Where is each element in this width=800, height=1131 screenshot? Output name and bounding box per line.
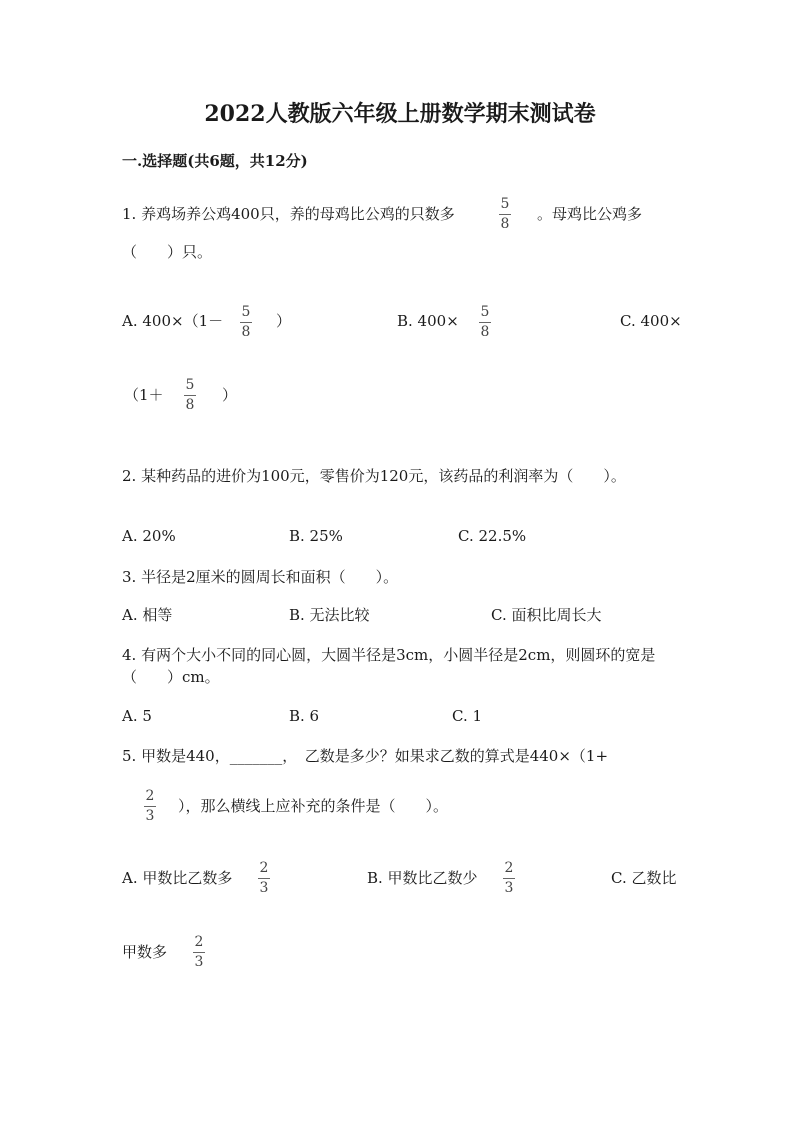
fraction-bar [144, 806, 156, 807]
fraction-denominator: 8 [480, 324, 490, 340]
question-1-blank: （ ）只。 [122, 243, 213, 261]
fraction-bar [499, 214, 511, 215]
option-a: A. 相等 [122, 606, 173, 624]
option-c: C. 400× [620, 312, 682, 330]
option-c: C. 乙数比 [611, 869, 677, 887]
fraction-denominator: 3 [194, 954, 204, 970]
page-title: 2022人教版六年级上册数学期末测试卷 [204, 101, 596, 127]
option-a: A. 5 [122, 707, 152, 725]
fraction-denominator: 3 [145, 808, 155, 824]
question-2-text: 2. 某种药品的进价为100元，零售价为120元，该药品的利润率为（ ）。 [122, 467, 626, 485]
section-heading: 一.选择题(共6题，共12分) [122, 152, 308, 170]
fraction [258, 861, 270, 896]
option-b: B. 6 [289, 707, 320, 725]
option-a: A. 400×（1－ [122, 312, 224, 330]
fraction-denominator: 8 [185, 397, 195, 413]
fraction-denominator: 8 [500, 216, 510, 232]
option-a: A. 20% [122, 527, 176, 545]
question-3-text: 3. 半径是2厘米的圆周长和面积（ ）。 [122, 568, 399, 586]
option-b: B. 25% [289, 527, 343, 545]
fraction-numerator: 2 [504, 860, 514, 876]
fraction [479, 305, 491, 340]
fraction-numerator: 5 [480, 304, 490, 320]
fraction-numerator: 5 [500, 196, 510, 212]
fraction [193, 935, 205, 970]
fraction-bar [240, 322, 252, 323]
option-c: C. 22.5% [458, 527, 527, 545]
question-4-blank: （ ）cm。 [122, 668, 220, 686]
option-a: A. 甲数比乙数多 [122, 869, 233, 887]
option-c-close: ） [222, 386, 238, 404]
fraction-bar [258, 878, 270, 879]
question-1-text: 1. 养鸡场养公鸡400只，养的母鸡比公鸡的只数多 [122, 205, 455, 223]
option-c-cont: （1＋ [124, 386, 164, 404]
fraction-bar [479, 322, 491, 323]
question-4-text: 4. 有两个大小不同的同心圆，大圆半径是3cm，小圆半径是2cm，则圆环的宽是 [122, 646, 656, 664]
option-c: C. 面积比周长大 [491, 606, 602, 624]
fraction [503, 861, 515, 896]
option-b: B. 400× [397, 312, 459, 330]
fraction [240, 305, 252, 340]
fraction-numerator: 2 [194, 934, 204, 950]
option-b: B. 无法比较 [289, 606, 370, 624]
fraction-numerator: 5 [241, 304, 251, 320]
fraction-bar [193, 952, 205, 953]
fraction-numerator: 2 [145, 788, 155, 804]
option-a-close: ） [276, 312, 292, 330]
option-c: C. 1 [452, 707, 483, 725]
fraction-numerator: 2 [259, 860, 269, 876]
option-b: B. 甲数比乙数少 [367, 869, 478, 887]
question-5-text: 5. 甲数是440，_______， 乙数是多少？如果求乙数的算式是440×（1+ [122, 747, 609, 765]
option-c-cont: 甲数多 [122, 943, 168, 961]
fraction-bar [503, 878, 515, 879]
question-5-text-cont: ），那么横线上应补充的条件是（ ）。 [178, 797, 449, 815]
fraction-numerator: 5 [185, 377, 195, 393]
fraction [499, 197, 511, 232]
fraction [184, 378, 196, 413]
fraction [144, 789, 156, 824]
fraction-denominator: 3 [259, 880, 269, 896]
question-1-text-cont: 。母鸡比公鸡多 [537, 205, 643, 223]
fraction-denominator: 8 [241, 324, 251, 340]
fraction-bar [184, 395, 196, 396]
fraction-denominator: 3 [504, 880, 514, 896]
